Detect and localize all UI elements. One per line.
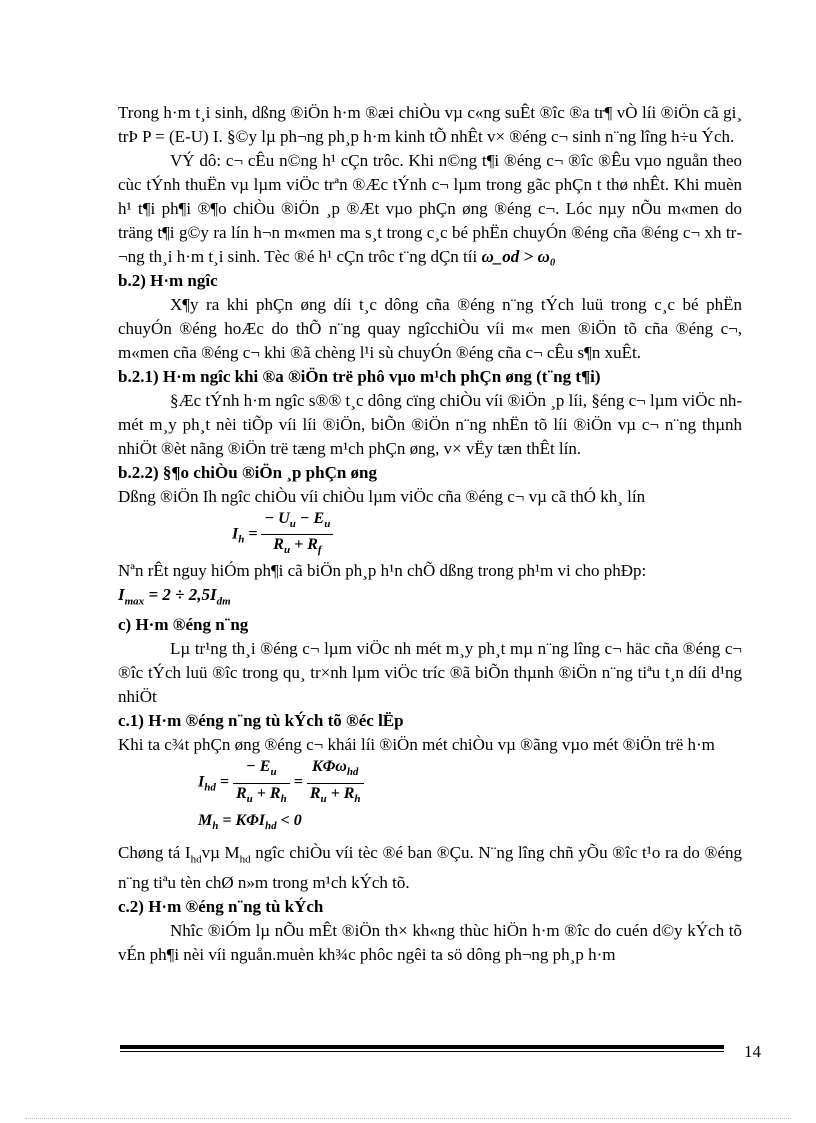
paragraph-current-ih: Dßng ®iÖn Ih ngîc chiÒu víi chiÒu lµm viÖc cña ®éng c¬ vµ cã thÓ kh¸ lín xyxy=(118,487,646,506)
heading-b22: b.2.2) §¶o chiÒu ®iÖn ¸p phÇn øng xyxy=(118,463,378,482)
heading-b2: b.2) H·m ngîc xyxy=(118,271,218,290)
page-bottom-border xyxy=(25,1118,791,1119)
paragraph-ihd-mhd: Chøng tá $I_{hd}v\mu$ $M_{hd}$ ngîc chiÒu víi tèc ®é ban ®Çu. N¨ng lîng chñ yÕu ®îc t¹o ra do ®éng n¨ng tiªu tèn chØ n»m trong m¹ch kÝch tõ. xyxy=(118,842,742,892)
omega-condition: ω_od > ω₀ xyxy=(481,247,556,266)
paragraph-reverse-characteristic: §Æc tÝnh h·m ngîc s®® t¸c dông cïng chiÒu víi ®iÖn ¸p líi, §éng c¬ lµm viÖc nh mét m¸y ph¸t nèi tiÕp víi líi ®iÖn, biÕn ®iÖn n¨ng nhËn tõ líi ®iÖn vµ c¬ n¨ng thµnh nhiÖt ®èt nãng ®iÖn trë tæng m¹ch phÇn øng, v× vËy tæn thÊt lín. xyxy=(118,391,742,458)
imax-condition: $I_{max} = 2 \div 2,5I_{dm}$ xyxy=(118,585,231,608)
formula-ih: $I_h$ = $\frac{- U_u - E_u}{R_u + R_f}$ xyxy=(118,509,742,559)
formula-ihd-fraction-1: $\frac{- E_u}{R_u + R_h}$ xyxy=(233,757,290,808)
paragraph-reverse-braking: X¶y ra khi phÇn øng díi t¸c dông cña ®éng n¨ng tÝch luü trong c¸c bé phËn chuyÓn ®éng hoÆc do thÕ n¨ng quay ngîcchiÒu víi m« men ®iÖn tõ cña ®éng c¬, m«men cña ®éng c¬ khi ®ã chèng l¹i sù chuyÓn ®éng cña c¬ cÊu s¶n xuÊt. xyxy=(118,295,742,362)
formula-mh: $M_h = K\Phi I_{hd} < 0$ xyxy=(198,812,302,833)
footer-rule-thin xyxy=(120,1051,724,1052)
paragraph-self-excitation: Nhîc ®iÓm lµ nÕu mÊt ®iÖn th× kh«ng thùc hiÖn h·m ®îc do cuén d©y kÝch tõ vÉn ph¶i nèi víi nguån.muèn kh¾c phôc ngêi ta sö dông ph¬ng ph¸p h·m xyxy=(118,920,742,964)
heading-c: c) H·m ®éng n¨ng xyxy=(118,615,249,635)
heading-c2: c.2) H·m ®éng n¨ng tù kÝch xyxy=(118,896,324,916)
heading-b21: b.2.1) H·m ngîc khi ®a ®iÖn trë phô vµo m¹ch phÇn øng (t¨ng t¶i) xyxy=(118,367,601,386)
formula-ihd: $I_{hd}$ = $\frac{- E_u}{R_u + R_h}$ = $\frac{K\Phi\omega_{hd}}{R_u + R_h}$ xyxy=(118,757,742,807)
heading-c1: c.1) H·m ®éng n¨ng tù kÝch tõ ®éc lËp xyxy=(118,711,404,731)
page-number: 14 xyxy=(744,1042,761,1061)
paragraph-danger-limit: Nªn rÊt nguy hiÓm ph¶i cã biÖn ph¸p h¹n chÕ dßng trong ph¹m vi cho phÐp: $I_{max} = 2 \div 2,5I_{dm}$ xyxy=(118,561,647,608)
paragraph-dynamic-braking: Lµ tr¹ng th¸i ®éng c¬ lµm viÖc nh mét m¸y ph¸t mµ n¨ng lîng c¬ häc cña ®éng c¬ ®îc tÝch luü ®îc trong qu¸ tr×nh lµm viÖc tríc ®ã biÕn thµnh ®iÖn n¨ng tiªu t¸n díi d¹ng nhiÖt xyxy=(118,639,742,707)
footer-rule-thick xyxy=(120,1045,724,1049)
formula-ihd-fraction-2: $\frac{K\Phi\omega_{hd}}{R_u + R_h}$ xyxy=(307,757,364,808)
paragraph-crane-example: VÝ dô: c¬ cÊu n©ng h¹ cÇn trôc. Khi n©ng t¶i ®éng c¬ ®îc ®Êu vµo nguån theo cùc tÝnh thuËn vµ lµm viÖc trªn ®Æc tÝnh c¬ lµm trong gãc phÇn t thø nhÊt. Khi muèn h¹ t¶i ph¶i ®¶o chiÒu ®iÖn ¸p ®Æt vµo phÇn øng ®éng c¬. Lóc nµy nÕu m«men do träng t¶i g©y ra lín h¬n m«men ma s¸t trong c¸c bé phËn chuyÓn ®éng cña ®éng c¬ xh tr¬ng th¸i h·m t¸i sinh. Tèc ®é h¹ cÇn trôc t¨ng dÇn tíi ω_od > ω₀ xyxy=(118,151,742,266)
page-body xyxy=(118,101,742,967)
paragraph-regenerative-braking: Trong h·m t¸i sinh, dßng ®iÖn h·m ®æi chiÒu vµ c«ng suÊt ®îc ®a tr¶ vÒ líi ®iÖn cã gi¸ trÞ P = (E-U) I. §©y lµ ph¬ng ph¸p h·m kinh tÕ nhÊt v× ®éng c¬ sinh n¨ng lîng h÷u Ých. xyxy=(118,103,742,146)
paragraph-separate-excitation: Khi ta c¾t phÇn øng ®éng c¬ khái líi ®iÖn mét chiÒu vµ ®ãng vµo mét ®iÖn trë h·m xyxy=(118,735,715,755)
formula-ih-fraction: $\frac{- U_u - E_u}{R_u + R_f}$ xyxy=(261,509,333,560)
